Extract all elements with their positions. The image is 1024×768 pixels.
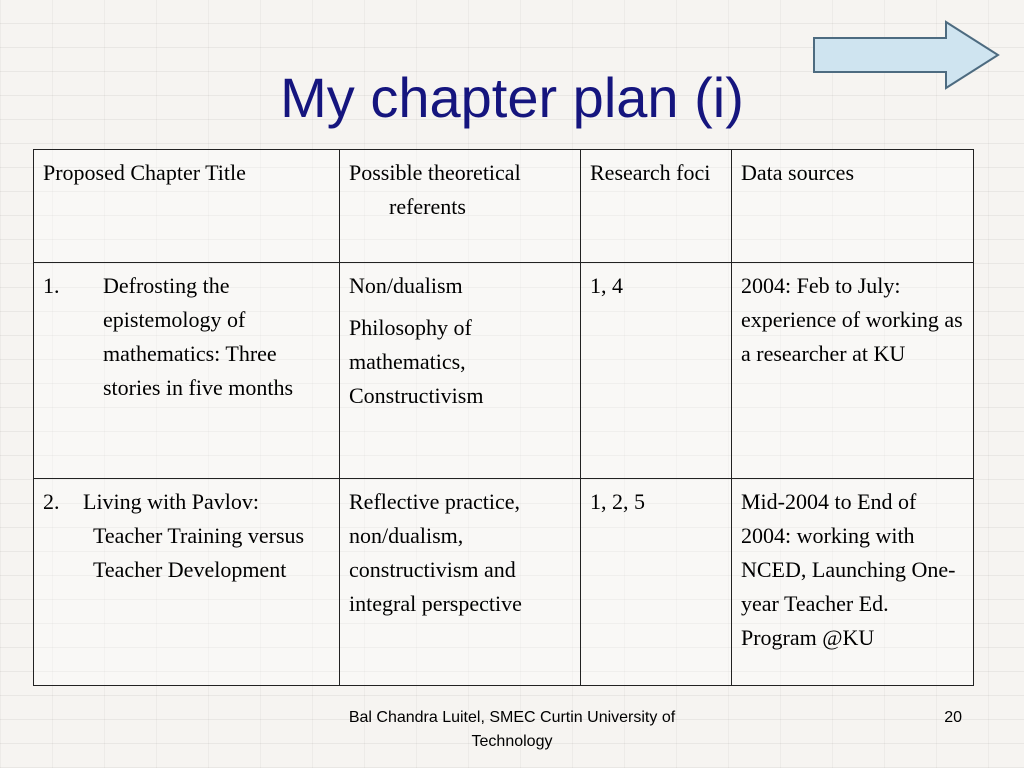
right-arrow-icon[interactable] (812, 20, 1002, 90)
header-research-foci: Research foci (581, 150, 732, 263)
footer-author: Bal Chandra Luitel, SMEC Curtin University of Technology (348, 709, 676, 750)
header-chapter-title: Proposed Chapter Title (34, 150, 340, 263)
referents-cell (340, 263, 581, 479)
referent-item: Non/dualism (349, 273, 463, 298)
chapter-title: Living with Pavlov: Teacher Training versus Teacher Development (83, 489, 305, 582)
research-foci-cell: 1, 4 (581, 263, 732, 479)
data-sources-cell: Mid-2004 to End of 2004: working with NCED, Launching One-year Teacher Ed. Program @KU (732, 479, 974, 686)
header-data-sources: Data sources (732, 150, 974, 263)
page-number: 20 (944, 709, 962, 726)
chapter-title-cell (34, 263, 340, 479)
table-row (34, 263, 974, 479)
chapter-title-cell (34, 479, 340, 686)
header-theoretical-referents: Possible theoretical referents (340, 150, 581, 263)
table-header-row (34, 150, 974, 263)
referent-item: Philosophy of mathematics, Constructivism (349, 315, 484, 408)
data-sources-cell: 2004: Feb to July: experience of working as a researcher at KU (732, 263, 974, 479)
chapter-title: Defrosting the epistemology of mathematics: Three stories in five months (103, 273, 294, 400)
research-foci-cell: 1, 2, 5 (581, 479, 732, 686)
chapter-number: 2. (43, 489, 60, 514)
referent-item: Reflective practice, non/dualism, constructivism and integral perspective (349, 489, 522, 616)
table-row (34, 479, 974, 686)
chapter-number: 1. (43, 273, 60, 298)
referents-cell (340, 479, 581, 686)
chapter-plan-table (33, 149, 974, 686)
slide-title: My chapter plan (i) (280, 66, 744, 129)
